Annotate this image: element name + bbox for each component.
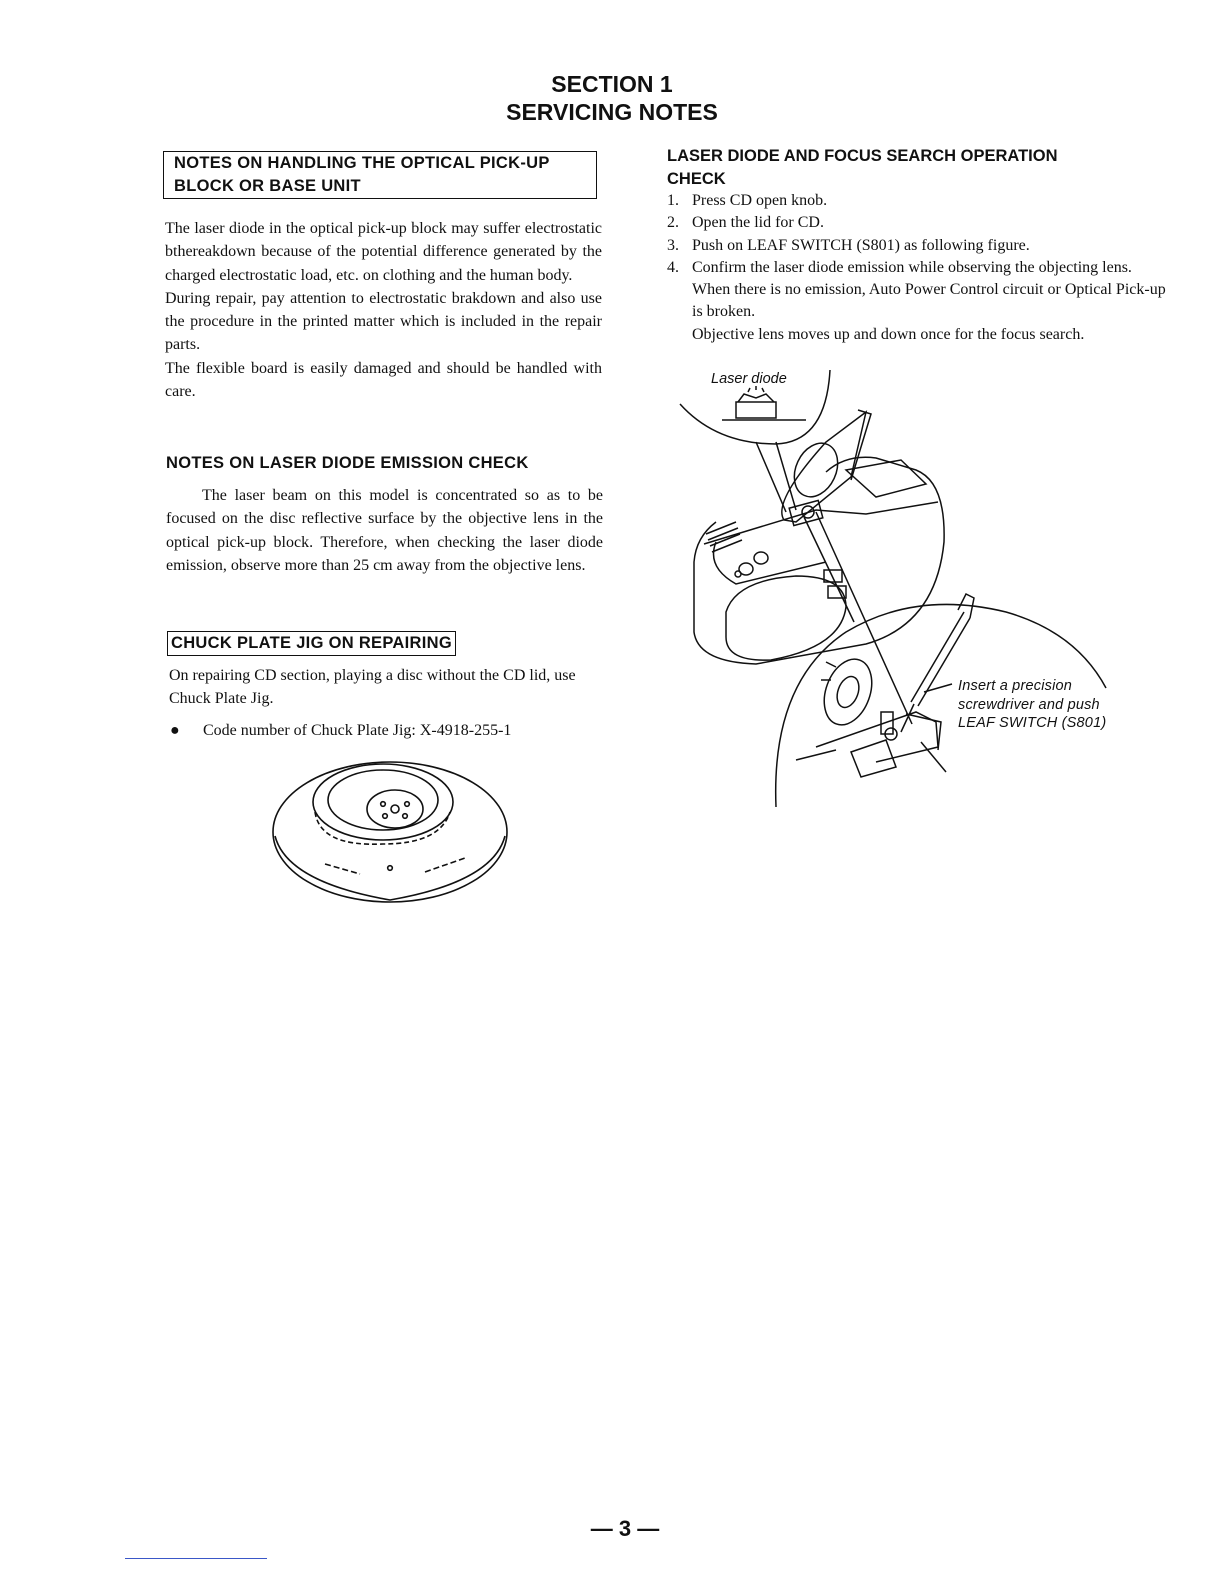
chuck-plate-code: Code number of Chuck Plate Jig: X-4918-255-1 <box>203 722 512 739</box>
step-text: Push on LEAF SWITCH (S801) as following figure. <box>692 236 1030 254</box>
list-item: 3. Push on LEAF SWITCH (S801) as following figure. <box>667 235 1167 257</box>
pickup-paragraph-1: The laser diode in the optical pick-up block may suffer electrostatic bthereakdown because of the potential difference generated by the charged electrostatic load, etc. on clothing and the human body. <box>165 220 602 284</box>
list-item: 1. Press CD open knob. <box>667 190 1167 212</box>
step-text: Open the lid for CD. <box>692 214 824 232</box>
chuck-plate-bullet <box>170 719 511 742</box>
pickup-heading-line-2: BLOCK OR BASE UNIT <box>174 177 361 195</box>
list-item: 4. Confirm the laser diode emission while observing the objecting lens. When there is no emission, Auto Power Control circuit or Optical Pick-up is broken. <box>667 257 1167 324</box>
step-text: Confirm the laser diode emission while observing the objecting lens. When there is no emission, Auto Power Control circuit or Optical Pick-up is broken. <box>692 258 1166 321</box>
step-4-note: Objective lens moves up and down once for the focus search. <box>692 325 1085 343</box>
caption-line-3: LEAF SWITCH (S801) <box>958 715 1107 731</box>
pickup-notes-body <box>165 217 602 403</box>
chuck-plate-heading: CHUCK PLATE JIG ON REPAIRING <box>171 634 452 652</box>
footnote-rule <box>125 1558 267 1559</box>
screwdriver-caption <box>958 677 1106 733</box>
emission-check-heading: NOTES ON LASER DIODE EMISSION CHECK <box>166 454 529 472</box>
pickup-paragraph-3: The flexible board is easily damaged and should be handled with care. <box>165 359 602 401</box>
laser-diode-check-heading <box>667 145 1058 191</box>
boombox-laser-figure <box>676 362 1156 812</box>
caption-line-2: screwdriver and push <box>958 696 1100 713</box>
emission-check-paragraph: The laser beam on this model is concentrated so as to be focused on the disc reflective surface by the objective lens in the optical pick-up block. Therefore, when checking the laser diode emission, observe more than 25 cm away from the objective lens. <box>166 487 603 574</box>
list-item: 2. Open the lid for CD. <box>667 212 1167 234</box>
page-title: SERVICING NOTES <box>506 99 718 125</box>
pickup-notes-heading-box <box>163 151 597 199</box>
laser-check-steps <box>667 190 1167 346</box>
section-number: SECTION 1 <box>551 71 673 97</box>
page-number: — 3 — <box>590 1516 660 1541</box>
step-text: Press CD open knob. <box>692 192 828 209</box>
pickup-paragraph-2: During repair, pay attention to electrostatic brakdown and also use the procedure in the printed matter which is included in the repair parts. <box>165 289 602 354</box>
caption-line-1: Insert a precision <box>958 678 1073 694</box>
laser-heading-line-2: CHECK <box>667 170 726 188</box>
laser-diode-caption: Laser diode <box>711 371 787 387</box>
laser-heading-line-1: LASER DIODE AND FOCUS SEARCH OPERATION <box>667 147 1058 165</box>
chuck-plate-paragraph: On repairing CD section, playing a disc without the CD lid, use Chuck Plate Jig. <box>169 667 576 708</box>
bullet-dot-icon: ● <box>170 722 180 739</box>
chuck-plate-jig-drawing <box>265 752 515 912</box>
pickup-heading-line-1: NOTES ON HANDLING THE OPTICAL PICK-UP <box>174 154 550 172</box>
chuck-plate-heading-box <box>167 631 456 656</box>
